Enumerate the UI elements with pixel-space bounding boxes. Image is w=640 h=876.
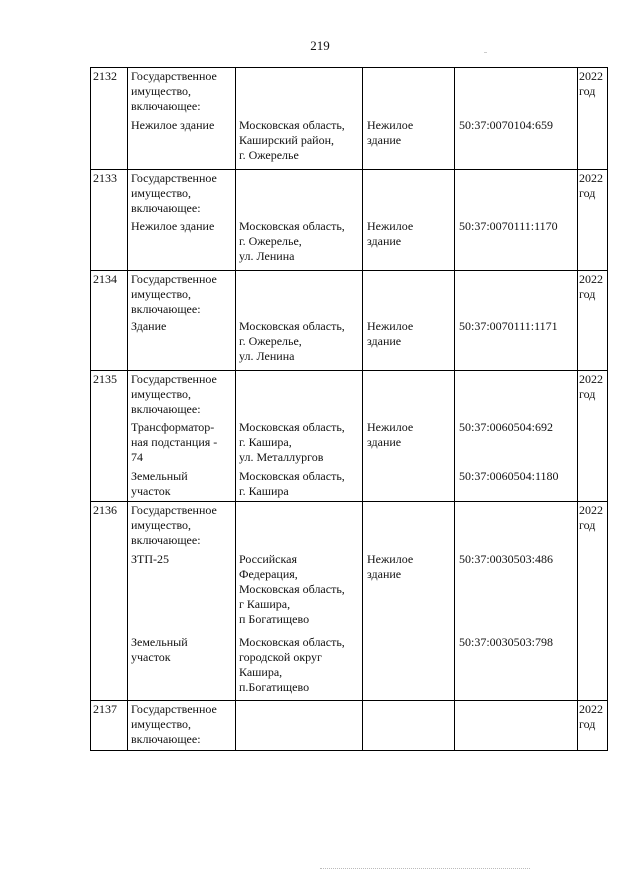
- item-cadastral-number: 50:37:0030503:798: [459, 635, 554, 649]
- row-header: Государственное имущество, включающее:: [131, 171, 217, 215]
- column-border: [90, 67, 91, 751]
- row-border: [90, 67, 608, 68]
- row-number: 2136: [93, 503, 117, 517]
- row-border: [90, 750, 608, 751]
- item-purpose: Нежилое здание: [367, 118, 414, 147]
- item-address: Московская область, г. Ожерелье, ул. Ленина: [239, 319, 345, 363]
- row-number: 2135: [93, 372, 117, 386]
- item-name: Нежилое здание: [131, 118, 215, 132]
- row-header: Государственное имущество, включающее:: [131, 69, 217, 113]
- row-header: Государственное имущество, включающее:: [131, 272, 217, 316]
- item-cadastral-number: 50:37:0030503:486: [459, 552, 554, 566]
- item-purpose: Нежилое здание: [367, 552, 414, 581]
- row-number: 2137: [93, 702, 117, 716]
- item-address: Московская область, Каширский район, г. Ожерелье: [239, 118, 345, 162]
- column-border: [127, 67, 128, 751]
- item-purpose: Нежилое здание: [367, 319, 414, 348]
- row-year: 2022 год: [579, 372, 603, 401]
- item-name: Земельный участок: [131, 469, 188, 498]
- row-year: 2022 год: [579, 272, 603, 301]
- item-name: ЗТП-25: [131, 552, 170, 566]
- item-address: Московская область, г. Кашира: [239, 469, 345, 498]
- item-cadastral-number: 50:37:0070111:1171: [459, 319, 558, 333]
- item-name: Здание: [131, 319, 167, 333]
- item-name: Земельный участок: [131, 635, 188, 664]
- item-cadastral-number: 50:37:0070104:659: [459, 118, 554, 132]
- item-address: Московская область, городской округ Кашира, п.Богатищево: [239, 635, 345, 694]
- item-purpose: Нежилое здание: [367, 219, 414, 248]
- column-border: [607, 67, 608, 751]
- item-purpose: Нежилое здание: [367, 420, 414, 449]
- row-header: Государственное имущество, включающее:: [131, 503, 217, 547]
- item-name: Трансформатор- ная подстанция - 74: [131, 420, 218, 464]
- row-year: 2022 год: [579, 503, 603, 532]
- row-year: 2022 год: [579, 171, 603, 200]
- row-number: 2134: [93, 272, 117, 286]
- row-year: 2022 год: [579, 702, 603, 731]
- row-number: 2133: [93, 171, 117, 185]
- row-border: [90, 169, 608, 170]
- item-address: Российская Федерация, Московская область, г Кашира, п Богатищево: [239, 552, 345, 626]
- item-cadastral-number: 50:37:0060504:1180: [459, 469, 559, 483]
- row-border: [90, 501, 608, 502]
- item-cadastral-number: 50:37:0070111:1170: [459, 219, 558, 233]
- footer-dotted-line: [320, 868, 530, 869]
- item-cadastral-number: 50:37:0060504:692: [459, 420, 554, 434]
- row-header: Государственное имущество, включающее:: [131, 702, 217, 746]
- column-border: [577, 67, 578, 751]
- page-number: 219: [310, 38, 330, 53]
- row-border: [90, 370, 608, 371]
- row-number: 2132: [93, 69, 117, 83]
- item-address: Московская область, г. Кашира, ул. Металлургов: [239, 420, 345, 464]
- column-border: [235, 67, 236, 751]
- scan-mark: [484, 52, 487, 53]
- row-border: [90, 700, 608, 701]
- row-header: Государственное имущество, включающее:: [131, 372, 217, 416]
- row-border: [90, 270, 608, 271]
- item-name: Нежилое здание: [131, 219, 215, 233]
- row-year: 2022 год: [579, 69, 603, 98]
- column-border: [454, 67, 455, 751]
- item-address: Московская область, г. Ожерелье, ул. Ленина: [239, 219, 345, 263]
- column-border: [362, 67, 363, 751]
